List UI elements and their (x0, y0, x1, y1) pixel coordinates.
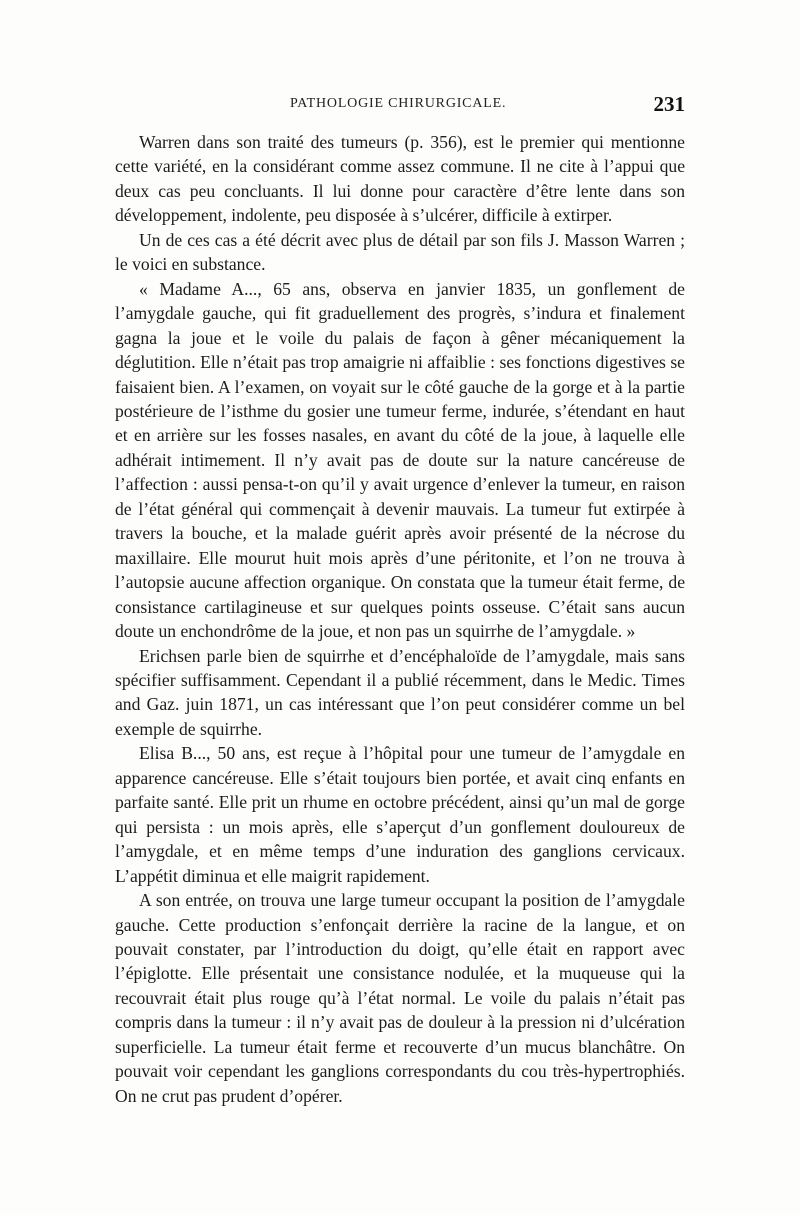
paragraph-erichsen: Erichsen parle bien de squirrhe et d’encéphaloïde de l’amygdale, mais sans spécifier suffisamment. Cependant il a publié récemment, dans le Medic. Times and Gaz. juin 1871, un cas intéressant que l’on peut considérer comme un bel exemple de squirrhe. (115, 645, 685, 739)
body-text (115, 130, 685, 1108)
paragraph-case-madame-a: « Madame A..., 65 ans, observa en janvier 1835, un gonflement de l’amygdale gauche, qui fit graduellement des progrès, s’indura et finalement gagna la joue et le voile du palais de façon à gêner mécaniquement la déglutition. Elle n’était pas trop amaigrie ni affaiblie : ses fonctions digestives se faisaient bien. A l’examen, on voyait sur le côté gauche de la gorge et à la partie postérieure de l’isthme du gosier une tumeur ferme, indurée, s’étendant en haut et en arrière sur les fosses nasales, en avant du côté de la joue, à laquelle elle adhérait intimement. Il n’y avait pas de doute sur la nature cancéreuse de l’affection : aussi pensa-t-on qu’il y avait urgence d’enlever la tumeur, en raison de l’état général qui commençait à devenir mauvais. La tumeur fut extirpée à travers la bouche, et la malade guérit après avoir présenté de la nécrose du maxillaire. Elle mourut huit mois après d’une péritonite, et l’on ne trouva à l’autopsie aucune affection organique. On constata que la tumeur était ferme, de consistance cartilagineuse et sur quelques points osseuse. C’était sans aucun doute un enchondrôme de la joue, et non pas un squirrhe de l’amygdale. » (115, 278, 685, 642)
paragraph-case-elisa-b: Elisa B..., 50 ans, est reçue à l’hôpital pour une tumeur de l’amygdale en apparence cancéreuse. Elle s’était toujours bien portée, et avait cinq enfants en parfaite santé. Elle prit un rhume en octobre précédent, ainsi qu’un mal de gorge qui persista : un mois après, elle s’aperçut d’un gonflement douloureux de l’amygdale, et en même temps d’une induration des ganglions cervicaux. L’appétit diminua et elle maigrit rapidement. (115, 743, 685, 886)
paragraph-examination: A son entrée, on trouva une large tumeur occupant la position de l’amygdale gauche. Cette production s’enfonçait derrière la racine de la langue, et on pouvait constater, par l’introduction du doigt, qu’elle était en rapport avec l’épiglotte. Elle présentait une consistance nodulée, et la muqueuse qui la recouvrait était plus rouge qu’à l’état normal. Le voile du palais n’était pas compris dans la tumeur : il n’y avait pas de douleur à la pression ni d’ulcération superficielle. La tumeur était ferme et recouverte d’un mucus blanchâtre. On pouvait voir cependant les ganglions correspondants du cou très-hypertrophiés. On ne crut pas prudent d’opérer. (115, 890, 685, 1106)
running-head: PATHOLOGIE CHIRURGICALE. (290, 96, 507, 111)
page-number: 231 (653, 92, 685, 116)
paragraph-warren-treatise: Warren dans son traité des tumeurs (p. 356), est le premier qui mentionne cette variété, en la considérant comme assez commune. Il ne cite à l’appui que deux cas peu concluants. Il lui donne pour caractère d’être lente dans son développement, indolente, peu disposée à s’ulcérer, difficile à extirper. (115, 132, 685, 226)
page-header (115, 92, 685, 120)
paragraph-masson-warren: Un de ces cas a été décrit avec plus de détail par son fils J. Masson Warren ; le voici en substance. (115, 229, 685, 275)
